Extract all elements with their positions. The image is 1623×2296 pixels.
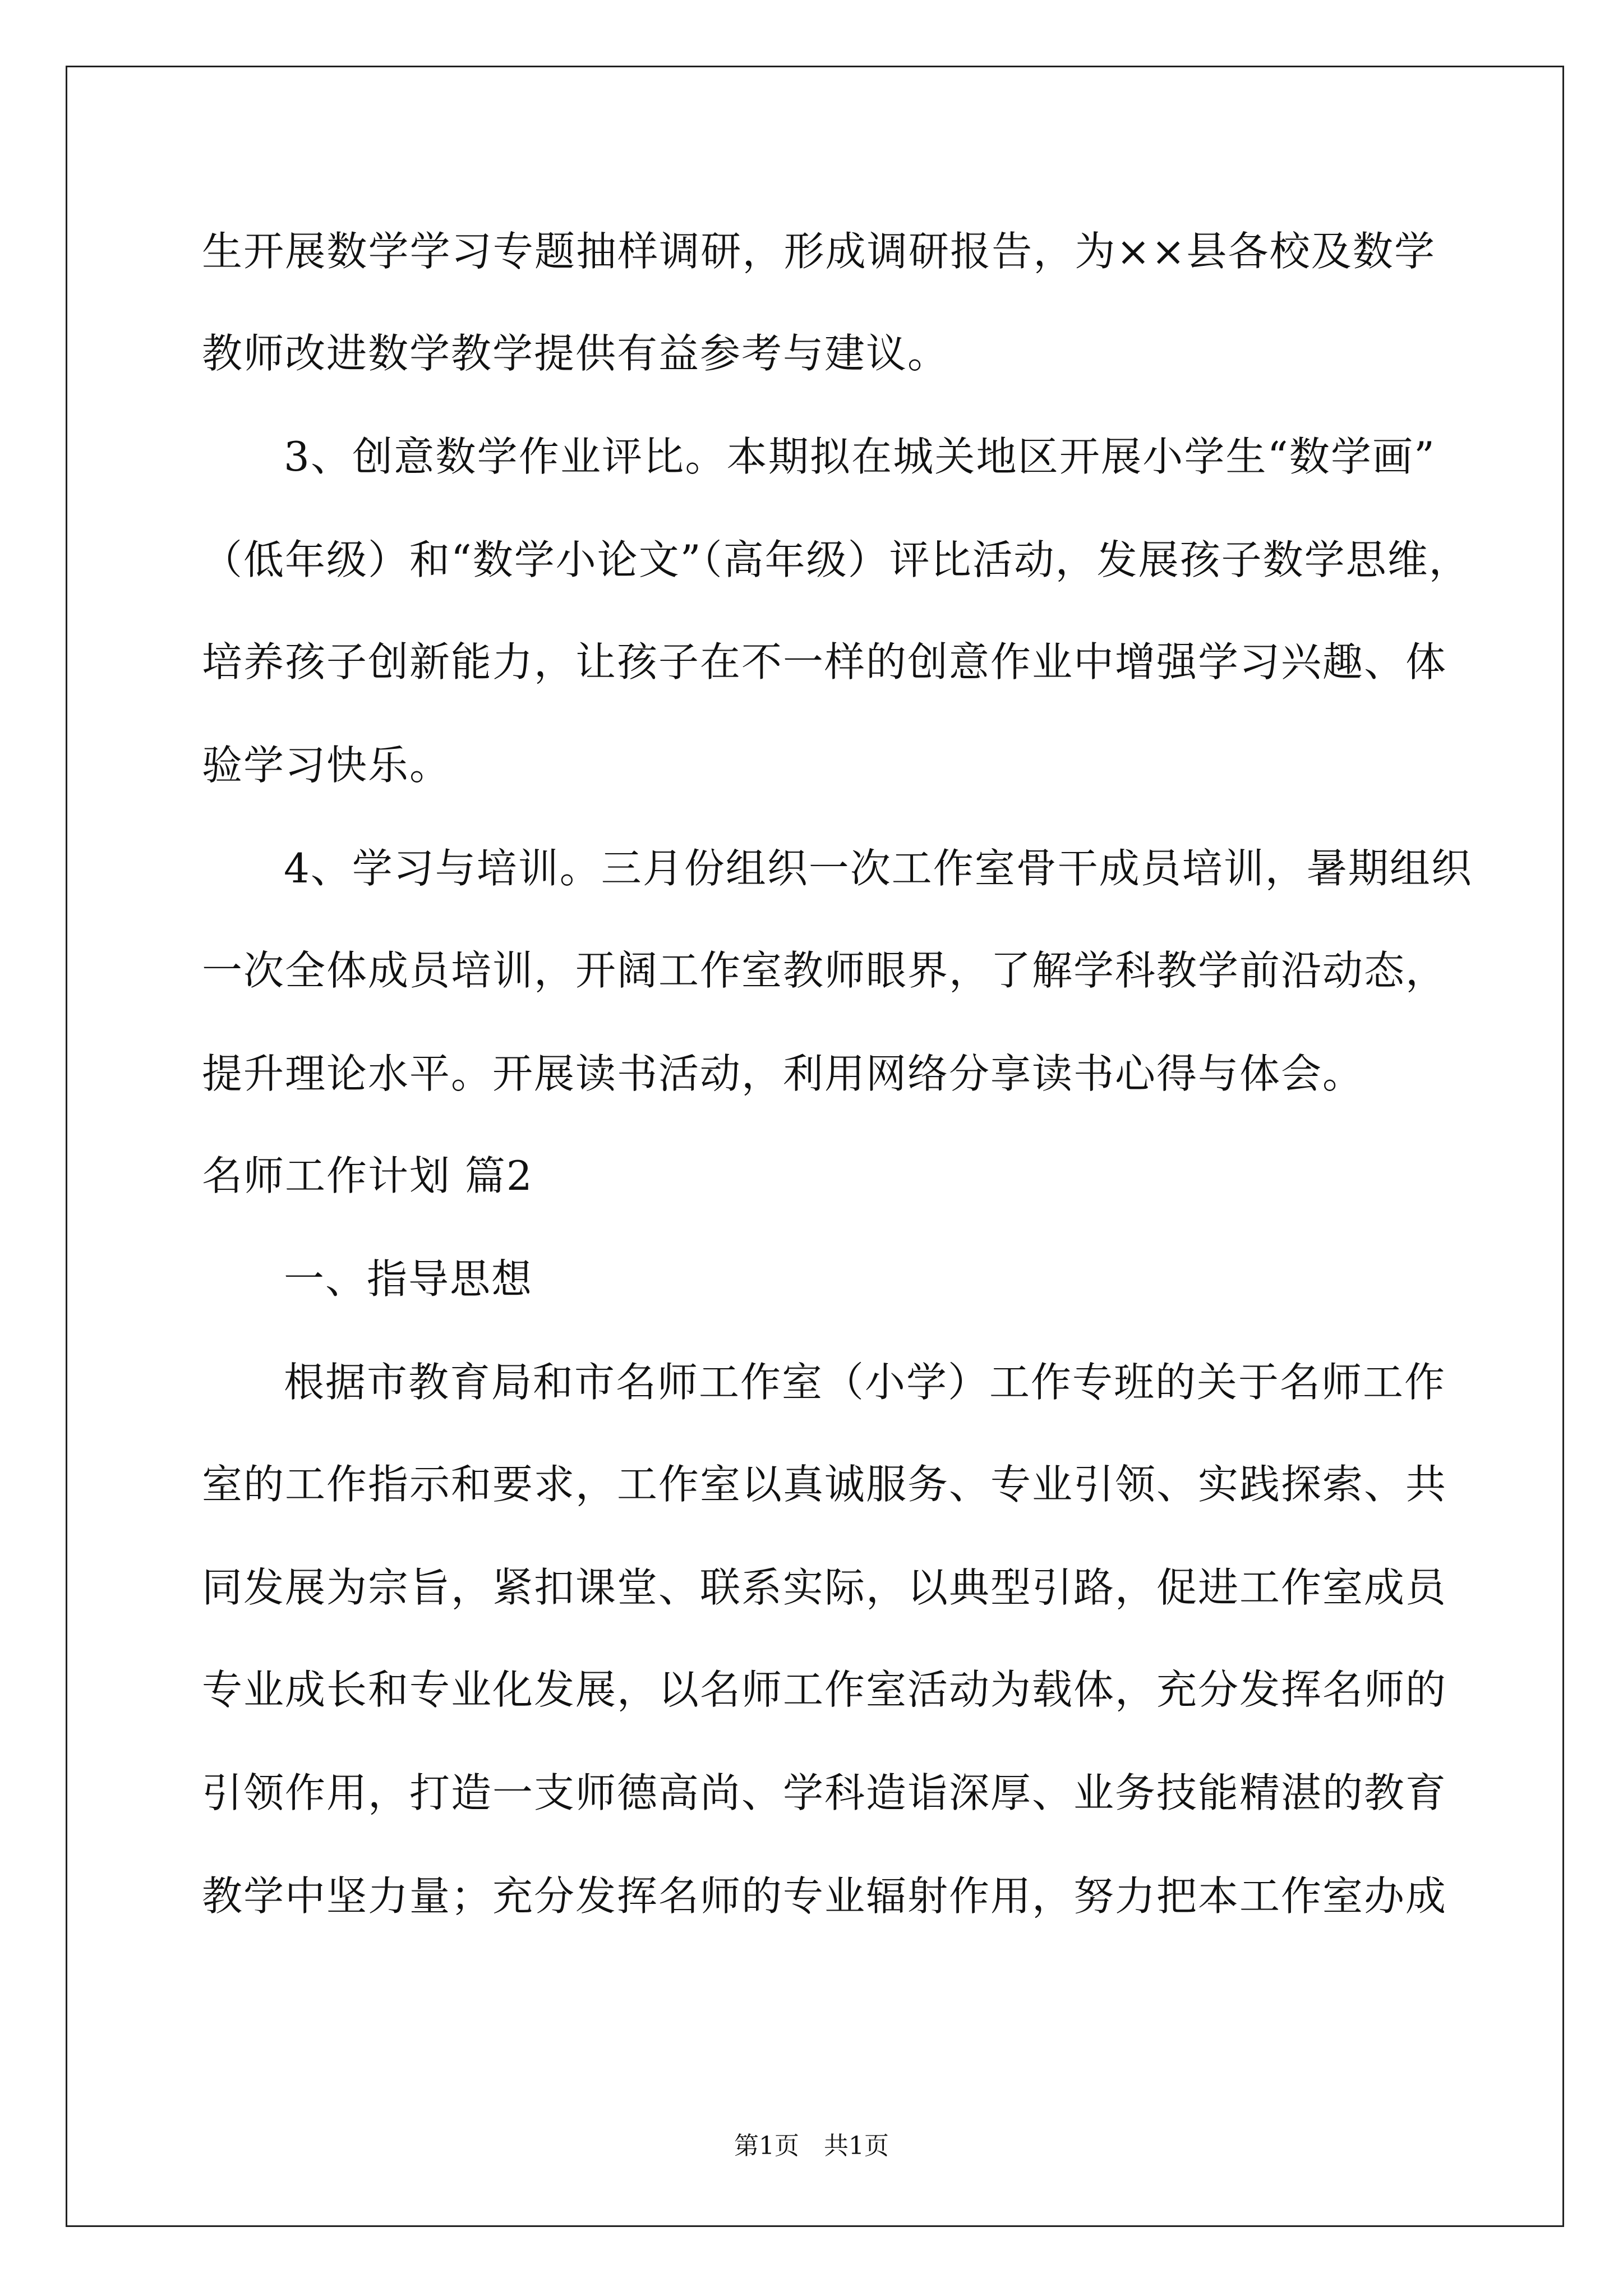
page-footer (0, 2131, 1623, 2162)
paragraph-line: 根据市教育局和市名师工作室（小学）工作专班的关于名师工作 (284, 1359, 1446, 1406)
paragraph-line: 教学中坚力量；充分发挥名师的专业辐射作用，努力把本工作室办成 (202, 1872, 1447, 1920)
paragraph-line: 教师改进数学教学提供有益参考与建议。 (202, 330, 949, 377)
paragraph-line: 专业成长和专业化发展，以名师工作室活动为载体，充分发挥名师的 (202, 1666, 1447, 1713)
paragraph-line: 验学习快乐。 (202, 742, 451, 789)
paragraph-line: （低年级）和“数学小论文”（高年级）评比活动，发展孩子数学思维， (202, 536, 1470, 583)
page-total: 共1页 (824, 2132, 889, 2160)
paragraph-line: 生开展数学学习专题抽样调研，形成调研报告，为××县各校及数学 (202, 228, 1436, 275)
paragraph-line: 同发展为宗旨，紧扣课堂、联系实际，以典型引路，促进工作室成员 (202, 1564, 1447, 1611)
paragraph-line: 室的工作指示和要求，工作室以真诚服务、专业引领、实践探索、共 (202, 1461, 1447, 1508)
paragraph-line: 4、学习与培训。三月份组织一次工作室骨干成员培训，暑期组织 (284, 845, 1473, 892)
paragraph-line: 引领作用，打造一支师德高尚、学科造诣深厚、业务技能精湛的教育 (202, 1769, 1447, 1816)
paragraph-line: 培养孩子创新能力，让孩子在不一样的创意作业中增强学习兴趣、体 (202, 638, 1447, 685)
section-title: 名师工作计划 篇2 (202, 1152, 533, 1199)
paragraph-line: 提升理论水平。开展读书活动，利用网络分享读书心得与体会。 (202, 1050, 1364, 1097)
page-number: 第1页 (734, 2132, 799, 2160)
section-heading: 一、指导思想 (284, 1255, 533, 1303)
paragraph-line: 3、创意数学作业评比。本期拟在城关地区开展小学生“数学画” (284, 433, 1436, 480)
paragraph-line: 一次全体成员培训，开阔工作室教师眼界，了解学科教学前沿动态， (202, 947, 1447, 994)
